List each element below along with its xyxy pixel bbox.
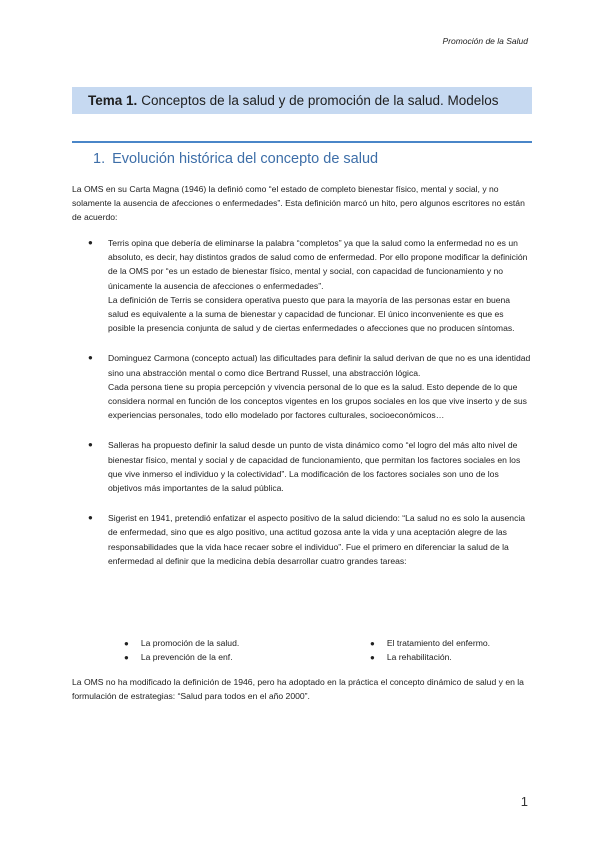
bullet-dot-icon: ● bbox=[88, 513, 93, 523]
task-label: La prevención de la enf. bbox=[140, 652, 233, 662]
section-heading bbox=[93, 151, 378, 167]
task-label: La rehabilitación. bbox=[386, 652, 452, 662]
task-item bbox=[370, 650, 452, 665]
bullet-item-dominguez bbox=[72, 351, 532, 422]
bullet-paragraph: Salleras ha propuesto definir la salud desde un punto de vista dinámico como “el logro del más alto nivel de bienestar físico, mental y social y de capacidad de funcionamiento, que permitan los factores sociales en los que vive inmerso el individuo y la colectividad”. La modificación de los factores sociales son uno de los objetivos más importantes de la salud pública. bbox=[108, 440, 521, 494]
bullet-dot-icon: ● bbox=[370, 653, 375, 662]
task-item bbox=[124, 636, 239, 651]
bullet-dot-icon: ● bbox=[88, 440, 93, 450]
bullet-dot-icon: ● bbox=[88, 353, 93, 363]
task-item bbox=[124, 650, 233, 665]
task-item bbox=[370, 636, 490, 651]
topic-label: Tema 1. bbox=[88, 93, 138, 108]
task-label: El tratamiento del enfermo. bbox=[386, 638, 491, 648]
bullet-list bbox=[72, 236, 532, 584]
page-number: 1 bbox=[520, 794, 528, 809]
bullet-item-terris bbox=[72, 236, 532, 335]
bullet-paragraph: Dominguez Carmona (concepto actual) las dificultades para definir la salud derivan de que no es una identidad sino una abstracción mental o como dice Bertrand Russel, una abstracción lógica. bbox=[108, 353, 531, 378]
section-title: Evolución histórica del concepto de salud bbox=[112, 151, 379, 167]
section-divider bbox=[72, 141, 532, 143]
task-label: La promoción de la salud. bbox=[140, 638, 240, 648]
bullet-paragraph: Sigerist en 1941, pretendió enfatizar el aspecto positivo de la salud diciendo: “La salud no es solo la ausencia de enfermedad, sino que es algo positivo, una actitud gozosa ante la vida y una aceptación alegre de las responsabilidades que la vida hace recaer sobre el individuo”. Fue el primero en diferenciar la salud de la enfermedad al definir que la medicina debía desarrollar cuatro grandes tareas: bbox=[108, 513, 526, 566]
bullet-paragraph: La definición de Terris se considera operativa puesto que para la mayoría de las personas estar en buena salud es equivalente a la suma de bienestar y capacidad de funcionar. El único inconveniente es que es posible la presencia conjunta de salud y de ciertas enfermedades o afecciones que no producen síntomas. bbox=[108, 294, 515, 334]
intro-paragraph bbox=[72, 182, 532, 225]
bullet-dot-icon: ● bbox=[124, 653, 129, 662]
closing-text: La OMS no ha modificado la definición de 1946, pero ha adoptado en la práctica el concepto dinámico de salud y en la formulación de estrategias: “Salud para todos en el año 2000”. bbox=[72, 677, 524, 702]
closing-paragraph bbox=[72, 675, 532, 703]
running-header: Promoción de la Salud bbox=[442, 36, 528, 46]
section-number: 1. bbox=[93, 151, 106, 167]
intro-text: La OMS en su Carta Magna (1946) la definió como “el estado de completo bienestar físico, mental y social, y no solamente la ausencia de afecciones o enfermedades”. Esta definición marcó un hito, pero algunos escritores no están de acuerdo: bbox=[72, 184, 525, 223]
bullet-dot-icon: ● bbox=[88, 238, 93, 247]
topic-title: Conceptos de la salud y de promoción de la salud. Modelos bbox=[141, 93, 499, 108]
bullet-item-salleras bbox=[72, 438, 532, 495]
bullet-dot-icon: ● bbox=[124, 639, 129, 648]
bullet-paragraph: Cada persona tiene su propia percepción y vivencia personal de lo que es la salud. Esto depende de lo que considera normal en función de los conceptos vigentes en los grupos sociales en los que vive inserto y de sus experiencias personales, todo ello modelado por factores culturales, socioeconómicos… bbox=[108, 381, 527, 421]
bullet-item-sigerist bbox=[72, 511, 532, 568]
bullet-paragraph: Terris opina que debería de eliminarse la palabra “completos” ya que la salud como la enfermedad no es un absoluto, es decir, hay distintos grados de salud como de enfermedad. Por ello propone modificar la definición de la OMS por “es un estado de bienestar físico, mental y social, con capacidad de funcionamiento y no únicamente la ausencia de afecciones o enfermedades”. bbox=[108, 238, 528, 291]
topic-banner bbox=[72, 87, 532, 114]
bullet-dot-icon: ● bbox=[370, 639, 375, 648]
